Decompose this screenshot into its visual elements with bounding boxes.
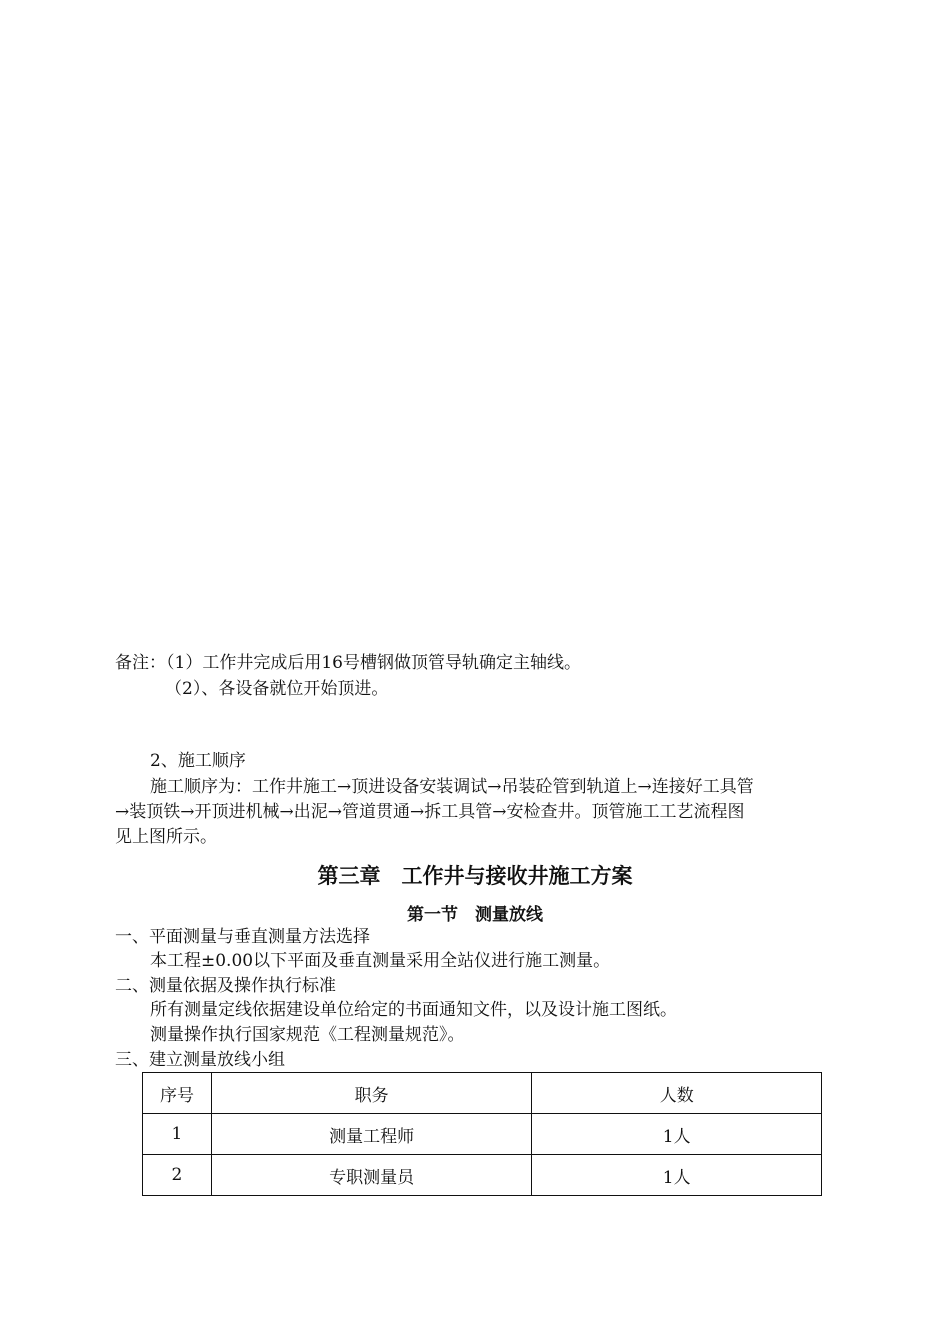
item-2-heading: 二、测量依据及操作执行标准 bbox=[115, 976, 336, 996]
item-3-heading: 三、建立测量放线小组 bbox=[115, 1050, 285, 1070]
sequence-para-line-2: →装顶铁→开顶进机械→出泥→管道贯通→拆工具管→安检查井。顶管施工工艺流程图 bbox=[115, 802, 745, 822]
header-position: 职务 bbox=[211, 1073, 532, 1114]
note-line-1: 备注：（1）工作井完成后用16号槽钢做顶管导轨确定主轴线。 bbox=[115, 653, 581, 673]
cell-position: 测量工程师 bbox=[211, 1114, 532, 1155]
table-row bbox=[143, 1114, 822, 1155]
survey-team-table bbox=[142, 1072, 822, 1196]
header-index: 序号 bbox=[143, 1073, 212, 1114]
chapter-title: 第三章 工作井与接收井施工方案 bbox=[317, 864, 633, 888]
cell-count: 1人 bbox=[532, 1114, 822, 1155]
item-1-text: 本工程±0.00以下平面及垂直测量采用全站仪进行施工测量。 bbox=[150, 951, 611, 971]
sequence-para-line-1: 施工顺序为：工作井施工→顶进设备安装调试→吊装砼管到轨道上→连接好工具管 bbox=[150, 777, 754, 797]
table-row bbox=[143, 1155, 822, 1196]
item-2-text-2: 测量操作执行国家规范《工程测量规范》。 bbox=[150, 1025, 465, 1045]
cell-position: 专职测量员 bbox=[211, 1155, 532, 1196]
table-header-row bbox=[143, 1073, 822, 1114]
section-title: 第一节 测量放线 bbox=[407, 905, 543, 925]
sequence-heading: 2、施工顺序 bbox=[150, 751, 246, 771]
cell-index: 2 bbox=[143, 1155, 212, 1196]
sequence-para-line-3: 见上图所示。 bbox=[115, 827, 217, 847]
cell-count: 1人 bbox=[532, 1155, 822, 1196]
header-count: 人数 bbox=[532, 1073, 822, 1114]
item-2-text-1: 所有测量定线依据建设单位给定的书面通知文件，以及设计施工图纸。 bbox=[150, 1000, 677, 1020]
note-line-2: （2）、各设备就位开始顶进。 bbox=[165, 679, 389, 699]
cell-index: 1 bbox=[143, 1114, 212, 1155]
item-1-heading: 一、平面测量与垂直测量方法选择 bbox=[115, 927, 370, 947]
